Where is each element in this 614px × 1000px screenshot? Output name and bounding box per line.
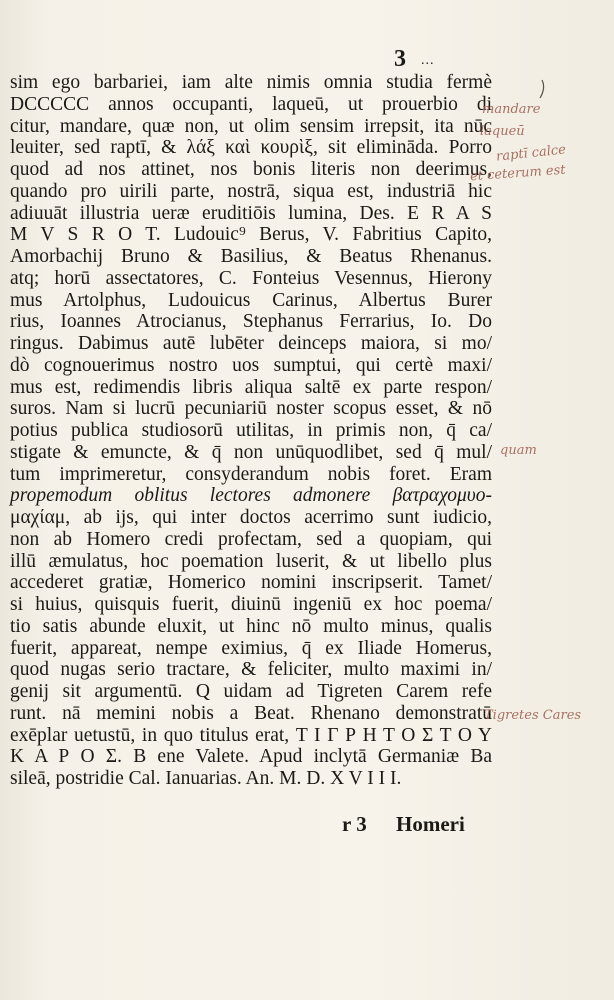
signature-mark: r 3 — [342, 812, 367, 836]
text-line: Κ Α Ρ Ο Σ. B ene Valete. Apud inclytā Germaniæ Ba — [10, 746, 492, 768]
text-line: fuerit, appareat, nempe eximius, q̄ ex Iliade Homerus, — [10, 637, 492, 659]
marginal-note: raptī calce — [495, 142, 567, 165]
text-line: citur, mandare, quæ non, ut olim sensim irrepsit, ita nūc — [10, 115, 492, 137]
marginal-note: et ceterum est — [469, 162, 566, 185]
catchword: Homeri — [396, 812, 465, 836]
text-line: ringus. Dabimus autē lubēter deinceps maiora, si mo/ — [10, 333, 492, 354]
text-line: atq; horū assectatores, C. Fonteius Vesennus, Hierony — [10, 267, 492, 289]
text-line: DCCCCC annos occupanti, laqueū, ut prouerbio di — [10, 93, 492, 115]
marginal-note: quam — [500, 443, 537, 458]
text-line: sileā, postridie Cal. Ianuarias. An. M. D. X V I I I. — [10, 768, 402, 789]
text-line: rius, Ioannes Atrocianus, Stephanus Ferrarius, Io. Do — [10, 311, 492, 333]
text-line: runt. nā memini nobis a Beat. Rhenano demonstratū — [10, 702, 492, 724]
text-line: accederet gratiæ, Homerico nomini inscripserit. Tamet/ — [10, 572, 492, 594]
text-line: stigate & emuncte, & q̄ non unūquodlibet, sed q̄ mul/ — [10, 441, 492, 463]
text-line: M V S R O T. Ludouic⁹ Berus, V. Fabritius Capito, — [10, 224, 492, 246]
folio-mark: ... — [421, 53, 435, 68]
body-text — [10, 72, 492, 790]
text-line: Amorbachij Bruno & Basilius, & Beatus Rhenanus. — [10, 246, 492, 267]
text-line: exēplar uetustū, in quo titulus erat, Τ Ι Γ Ρ Η Τ Ο Σ Τ Ο Υ — [10, 724, 492, 746]
text-line: tio satis abunde eluxit, ut hinc nō multo minus, qualis — [10, 615, 492, 637]
marginal-note: Tigretes Cares — [484, 708, 582, 723]
margin-strokes — [520, 60, 610, 810]
text-line: sim ego barbariei, iam alte nimis omnia studia fermè — [10, 72, 492, 93]
text-line: mus est, redimendis libris aliqua saltē ex parte respon/ — [10, 376, 492, 398]
text-line: leuiter, sed raptī, & λάξ καὶ κουρὶξ, sit elimināda. Porro — [10, 137, 492, 159]
text-line: quando pro uirili parte, nostrā, siqua est, industriā hic — [10, 180, 492, 202]
text-line: dò cognouerimus nostro uos sumptui, qui certè maxi/ — [10, 354, 492, 376]
text-line: μαχίαμ, ab ijs, qui inter doctos acerrimo sunt iudicio, — [10, 507, 492, 528]
text-line: genij sit argumentū. Q uidam ad Tigreten Carem refe — [10, 681, 492, 702]
text-line: illū æmulatus, hoc poemation luserit, & ut libello plus — [10, 550, 492, 572]
text-line: quod nugas serio tractare, & feliciter, multo maximi in/ — [10, 659, 492, 681]
text-line: quod ad nos attinet, nos bonis literis non deerimus, — [10, 159, 492, 180]
text-line: mus Artolphus, Ludouicus Carinus, Albertus Burer — [10, 289, 492, 311]
text-line: si huius, quisquis fuerit, diuinū ingeniū ex hoc poema/ — [10, 594, 492, 615]
text-line: adiuuāt illustria ueræ eruditiōis lumina, Des. E R A S — [10, 202, 492, 224]
marginal-note: laqueū — [480, 124, 525, 139]
text-line: propemodum oblitus lectores admonere βατραχομυο- — [10, 485, 492, 507]
text-line: non ab Homero credi profectam, sed a quopiam, qui — [10, 528, 492, 550]
folio-number: 3 — [394, 46, 406, 72]
text-line: suros. Nam si lucrū pecuniariū noster scopus esset, & nō — [10, 398, 492, 420]
text-line: potius publica studiosorū utilitas, in primis non, q̄ ca/ — [10, 420, 492, 441]
text-line: tum imprimeretur, consyderandum nobis foret. Eram — [10, 463, 492, 485]
marginal-note: mandare — [482, 102, 541, 117]
